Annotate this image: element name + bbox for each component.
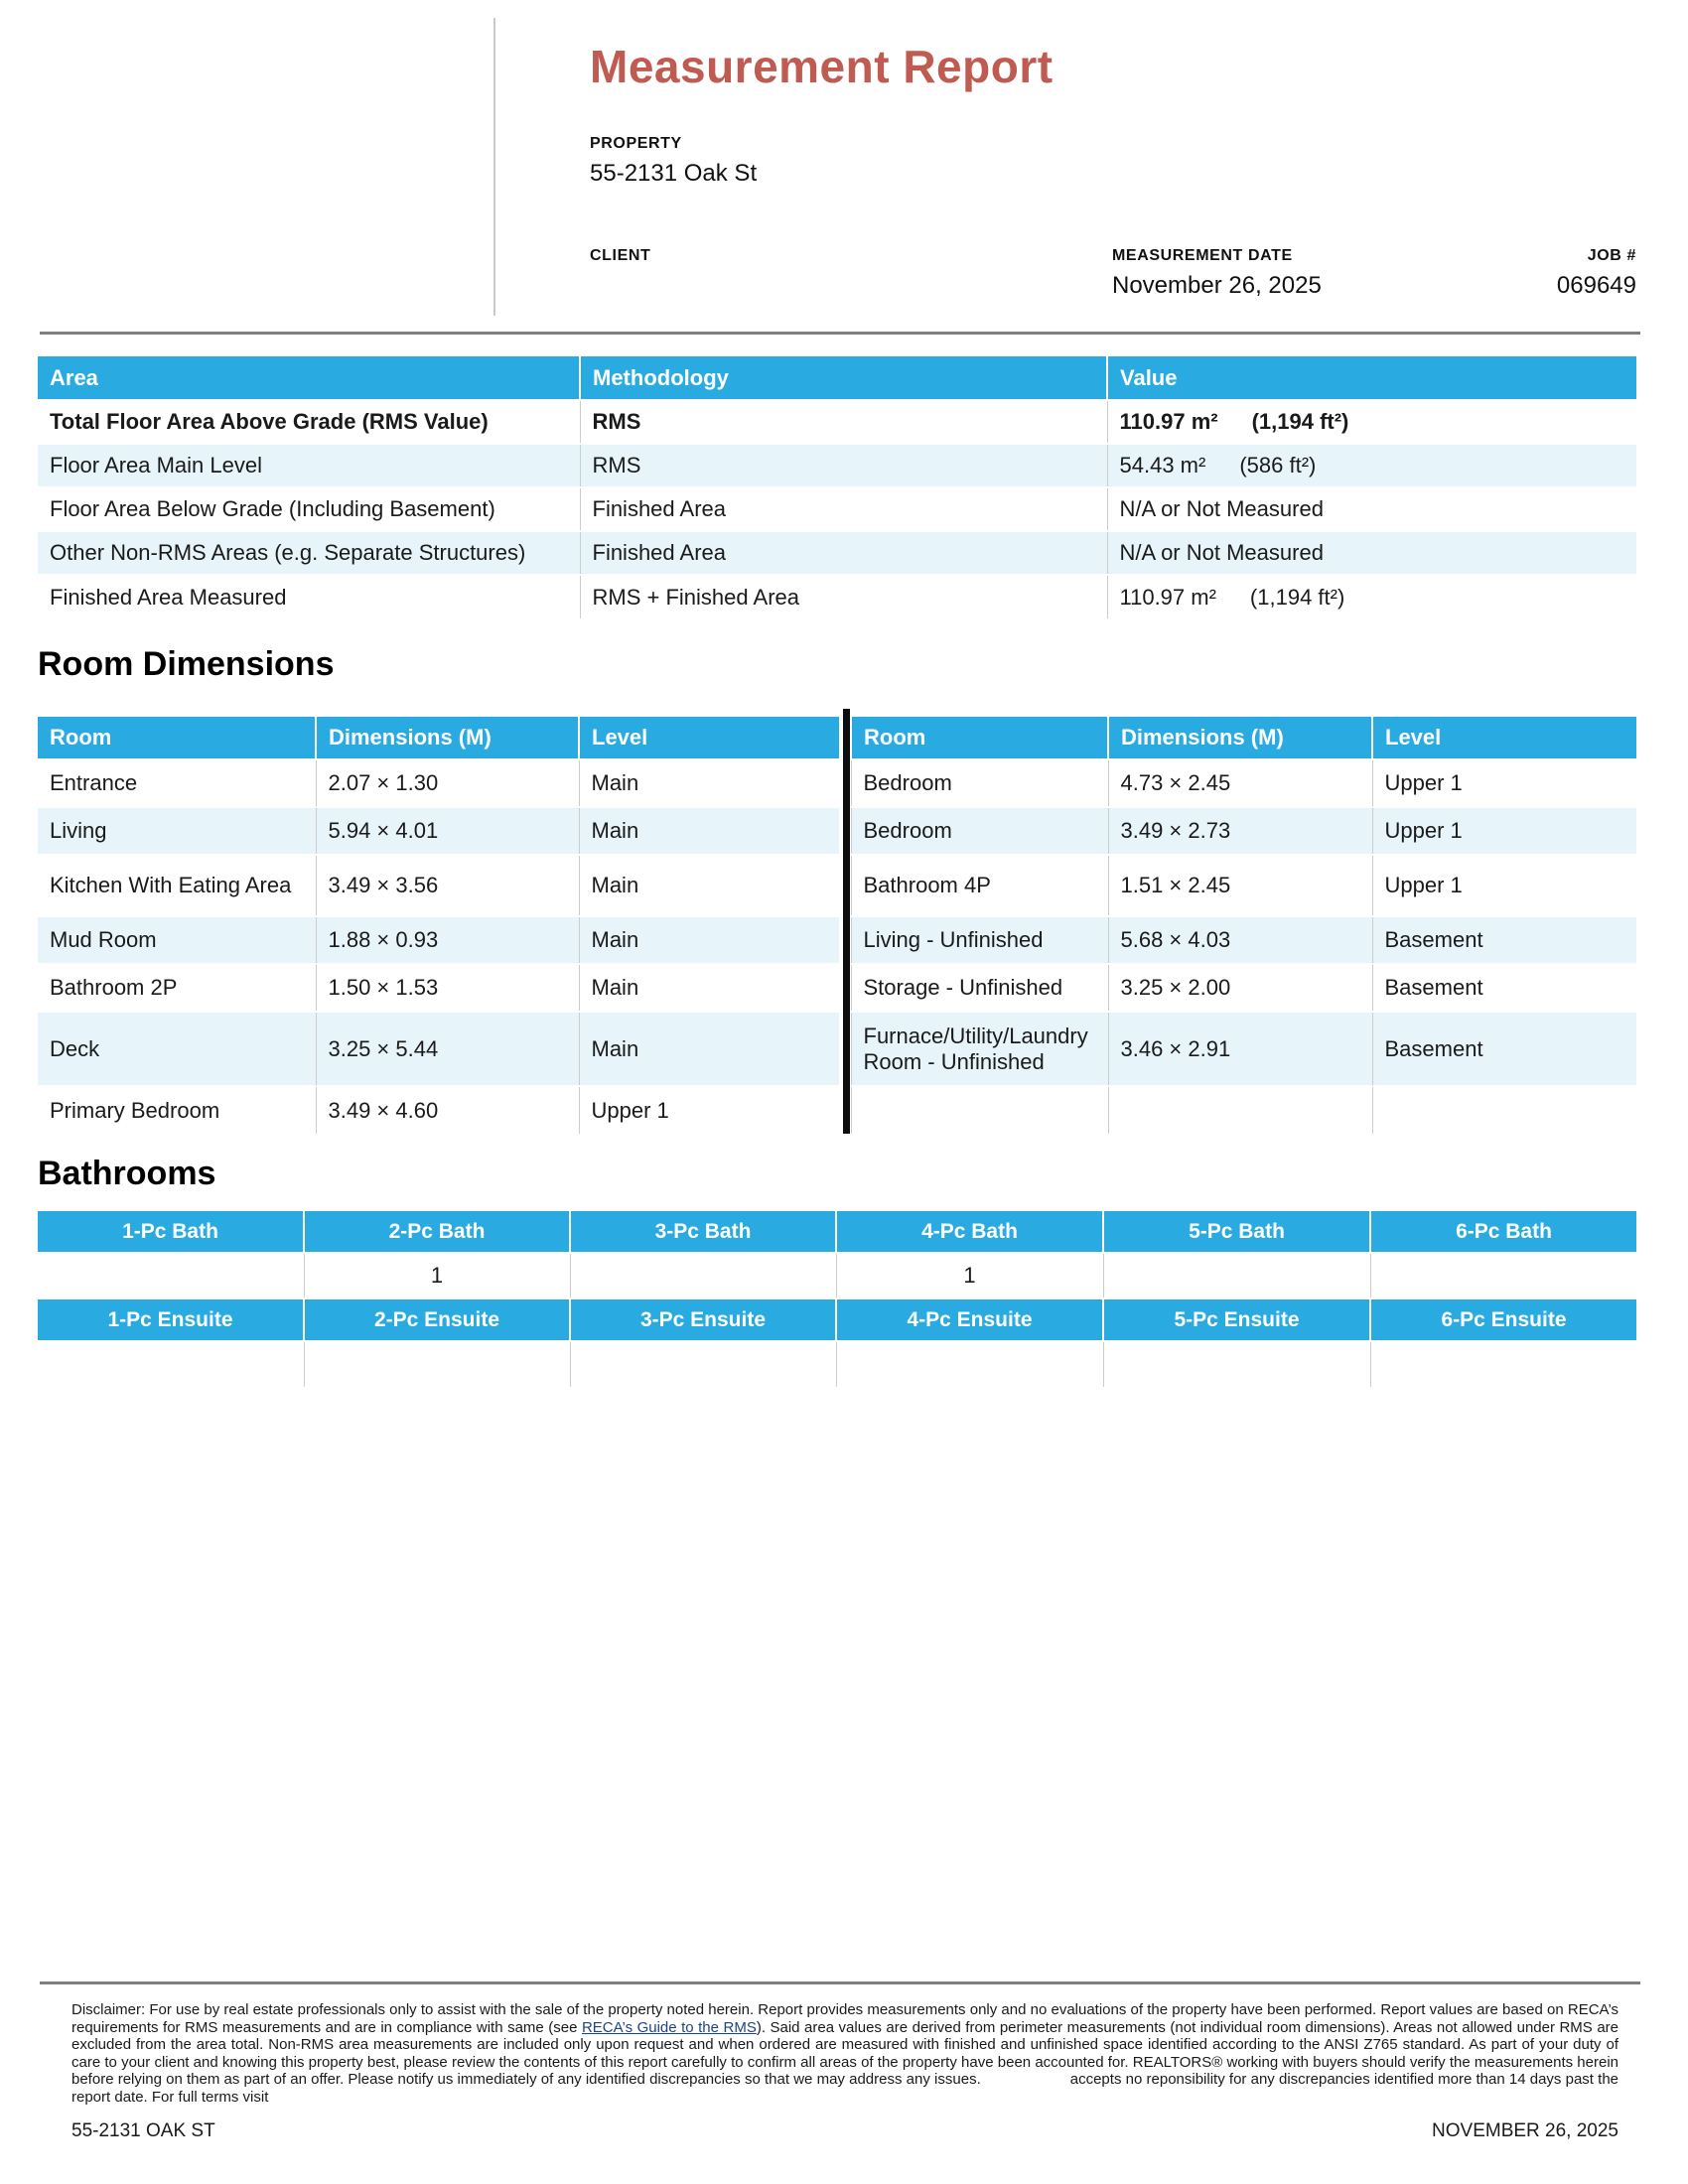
job-number-label: JOB # <box>1587 247 1636 264</box>
area-table-header-row <box>38 356 1636 400</box>
room-dimensions-cell: 1.88 × 0.93 <box>316 916 579 964</box>
value-cell <box>1107 575 1636 618</box>
metric-value: 110.97 m² <box>1119 409 1218 434</box>
room-dimensions-cell: 3.49 × 3.56 <box>316 855 579 916</box>
bath-count-cell: 1 <box>836 1253 1103 1298</box>
room-level-cell: Main <box>579 1012 839 1086</box>
table-row <box>38 575 1636 618</box>
room-name-cell: Living - Unfinished <box>851 916 1108 964</box>
property-value: 55-2131 Oak St <box>590 160 758 187</box>
metric-value: N/A or Not Measured <box>1119 496 1324 521</box>
methodology-cell: RMS <box>580 400 1107 444</box>
room-name-cell: Entrance <box>38 759 316 807</box>
footer-address: 55-2131 OAK ST <box>71 2120 215 2141</box>
area-name-cell: Floor Area Below Grade (Including Basement) <box>38 487 580 531</box>
room-dimensions-cell: 3.49 × 2.73 <box>1108 807 1372 855</box>
room-row <box>38 855 1636 916</box>
room-name-cell: Deck <box>38 1012 316 1086</box>
room-dimensions-cell: 4.73 × 2.45 <box>1108 759 1372 807</box>
room-name-cell: Bedroom <box>851 759 1108 807</box>
property-label: PROPERTY <box>590 135 682 152</box>
room-dimensions-heading: Room Dimensions <box>38 645 335 683</box>
room-row <box>38 1086 1636 1134</box>
area-name-cell: Other Non-RMS Areas (e.g. Separate Structures) <box>38 531 580 575</box>
room-column-header: Room <box>38 717 316 759</box>
room-dimensions-cell: 2.07 × 1.30 <box>316 759 579 807</box>
room-level-cell: Main <box>579 855 839 916</box>
room-tables-divider <box>843 709 850 1134</box>
methodology-column-header: Methodology <box>580 356 1107 400</box>
footer-rule <box>40 1981 1640 1984</box>
room-table-header-row <box>38 717 1636 759</box>
methodology-cell: Finished Area <box>580 531 1107 575</box>
ensuite-count-cell <box>38 1341 304 1387</box>
ensuite-column-header: 3-Pc Ensuite <box>570 1298 836 1341</box>
bath-column-header: 1-Pc Bath <box>38 1210 304 1253</box>
area-column-header: Area <box>38 356 580 400</box>
room-level-cell: Upper 1 <box>1372 759 1636 807</box>
job-number-value: 069649 <box>1556 272 1636 299</box>
bathrooms-table <box>38 1209 1636 1387</box>
room-level-cell: Basement <box>1372 964 1636 1012</box>
room-column-header: Room <box>851 717 1108 759</box>
bath-count-cell: 1 <box>304 1253 570 1298</box>
room-dimensions-cell <box>1108 1086 1372 1134</box>
disclaimer-part2: ). Said area values are derived from perimeter measurements (not individual room dimensions). Areas not allowed under RMS are excluded from the area total. Non-RMS area measurements are included only upon request and when ordered are measured with finished and unfinished space identified according to the ANSI Z765 standard. As part of your duty of care to your client and knowing this property best, please review the contents of this report carefully to confirm all areas of the property have been accounted for. REALTORS® working with buyers should verify the measurements herein before relying on them as part of an offer. Please notify us immediately of any identified discrepancies so that we may address any issues. <box>71 2018 1618 2089</box>
bath-column-header: 4-Pc Bath <box>836 1210 1103 1253</box>
dimensions-column-header: Dimensions (M) <box>1108 717 1372 759</box>
metric-value: 54.43 m² <box>1119 453 1206 478</box>
imperial-value: (1,194 ft²) <box>1249 584 1345 610</box>
disclaimer-text <box>71 2001 1618 2107</box>
table-row <box>38 531 1636 575</box>
ensuite-count-cell <box>304 1341 570 1387</box>
client-block <box>590 247 1112 300</box>
measurement-date-value: November 26, 2025 <box>1112 272 1322 299</box>
bath-column-header: 5-Pc Bath <box>1103 1210 1370 1253</box>
room-name-cell: Bathroom 2P <box>38 964 316 1012</box>
ensuite-column-header: 2-Pc Ensuite <box>304 1298 570 1341</box>
top-rule <box>40 332 1640 335</box>
room-dimensions-tables <box>38 717 1636 1134</box>
room-level-cell: Main <box>579 759 839 807</box>
ensuite-column-header: 4-Pc Ensuite <box>836 1298 1103 1341</box>
bath-column-header: 6-Pc Bath <box>1370 1210 1636 1253</box>
methodology-cell: RMS + Finished Area <box>580 575 1107 618</box>
bath-count-cell <box>570 1253 836 1298</box>
room-name-cell: Furnace/Utility/Laundry Room - Unfinished <box>851 1012 1108 1086</box>
bath-column-header: 2-Pc Bath <box>304 1210 570 1253</box>
dimensions-column-header: Dimensions (M) <box>316 717 579 759</box>
room-level-cell: Upper 1 <box>1372 807 1636 855</box>
bath-count-cell <box>1370 1253 1636 1298</box>
value-cell <box>1107 400 1636 444</box>
disclaimer-part1: Disclaimer: For use by real estate professionals only to assist with the sale of the property noted herein. Report provides measurements only and no evaluations of the property have been performed. Report values are based on RECA’s requirements for RMS measurements and are in compliance with same (see <box>71 2001 1618 2036</box>
room-dimensions-cell: 5.68 × 4.03 <box>1108 916 1372 964</box>
area-name-cell: Total Floor Area Above Grade (RMS Value) <box>38 400 580 444</box>
page-footer <box>71 2120 1618 2142</box>
room-level-cell: Basement <box>1372 916 1636 964</box>
ensuite-header-row <box>38 1298 1636 1341</box>
room-name-cell: Kitchen With Eating Area <box>38 855 316 916</box>
level-column-header: Level <box>579 717 839 759</box>
room-name-cell: Living <box>38 807 316 855</box>
value-cell <box>1107 487 1636 531</box>
ensuite-column-header: 5-Pc Ensuite <box>1103 1298 1370 1341</box>
room-dimensions-cell: 3.25 × 5.44 <box>316 1012 579 1086</box>
table-row <box>38 400 1636 444</box>
area-name-cell: Finished Area Measured <box>38 575 580 618</box>
room-level-cell: Main <box>579 964 839 1012</box>
bath-header-row <box>38 1210 1636 1253</box>
ensuite-column-header: 1-Pc Ensuite <box>38 1298 304 1341</box>
value-cell <box>1107 531 1636 575</box>
room-name-cell: Primary Bedroom <box>38 1086 316 1134</box>
room-dimensions-cell: 1.51 × 2.45 <box>1108 855 1372 916</box>
value-column-header: Value <box>1107 356 1636 400</box>
methodology-cell: RMS <box>580 444 1107 487</box>
ensuite-column-header: 6-Pc Ensuite <box>1370 1298 1636 1341</box>
area-summary-table <box>38 356 1636 618</box>
room-level-cell: Upper 1 <box>579 1086 839 1134</box>
room-dimensions-table <box>38 717 1636 1134</box>
footer-date: NOVEMBER 26, 2025 <box>1432 2120 1618 2141</box>
room-level-cell: Main <box>579 807 839 855</box>
room-row <box>38 759 1636 807</box>
property-block <box>590 135 1636 188</box>
room-level-cell: Upper 1 <box>1372 855 1636 916</box>
disclaimer-part3: accepts no reponsibility for any discrepancies identified more than 14 days past the report date. For full terms visit <box>71 2071 1619 2106</box>
level-column-header: Level <box>1372 717 1636 759</box>
report-meta-row <box>590 247 1636 300</box>
bath-column-header: 3-Pc Bath <box>570 1210 836 1253</box>
report-header <box>590 40 1636 300</box>
table-row <box>38 444 1636 487</box>
ensuite-count-cell <box>1103 1341 1370 1387</box>
table-row <box>38 487 1636 531</box>
room-dimensions-cell: 3.25 × 2.00 <box>1108 964 1372 1012</box>
room-level-cell: Basement <box>1372 1012 1636 1086</box>
bath-count-cell <box>38 1253 304 1298</box>
bath-count-row <box>38 1253 1636 1298</box>
page-title: Measurement Report <box>590 41 1054 92</box>
room-level-cell <box>1372 1086 1636 1134</box>
room-name-cell: Mud Room <box>38 916 316 964</box>
room-dimensions-cell: 5.94 × 4.01 <box>316 807 579 855</box>
reca-guide-link[interactable]: RECA’s Guide to the RMS <box>581 2018 757 2036</box>
room-dimensions-cell: 1.50 × 1.53 <box>316 964 579 1012</box>
room-row <box>38 964 1636 1012</box>
room-name-cell: Storage - Unfinished <box>851 964 1108 1012</box>
job-number-block <box>1557 247 1636 300</box>
methodology-cell: Finished Area <box>580 487 1107 531</box>
measurement-date-label: MEASUREMENT DATE <box>1112 247 1293 264</box>
room-name-cell: Bathroom 4P <box>851 855 1108 916</box>
room-row <box>38 916 1636 964</box>
room-level-cell: Main <box>579 916 839 964</box>
room-row <box>38 1012 1636 1086</box>
measurement-date-block <box>1112 247 1557 300</box>
imperial-value: (586 ft²) <box>1239 453 1317 478</box>
room-name-cell: Bedroom <box>851 807 1108 855</box>
ensuite-count-cell <box>836 1341 1103 1387</box>
room-name-cell <box>851 1086 1108 1134</box>
ensuite-count-row <box>38 1341 1636 1387</box>
metric-value: 110.97 m² <box>1119 584 1216 610</box>
value-cell <box>1107 444 1636 487</box>
ensuite-count-cell <box>570 1341 836 1387</box>
imperial-value: (1,194 ft²) <box>1251 409 1349 434</box>
bath-count-cell <box>1103 1253 1370 1298</box>
ensuite-count-cell <box>1370 1341 1636 1387</box>
client-value <box>590 272 1112 300</box>
metric-value: N/A or Not Measured <box>1119 540 1324 565</box>
bathrooms-heading: Bathrooms <box>38 1155 216 1192</box>
area-name-cell: Floor Area Main Level <box>38 444 580 487</box>
client-label: CLIENT <box>590 247 651 264</box>
header-divider-line <box>493 18 495 316</box>
room-dimensions-cell: 3.46 × 2.91 <box>1108 1012 1372 1086</box>
room-dimensions-cell: 3.49 × 4.60 <box>316 1086 579 1134</box>
room-row <box>38 807 1636 855</box>
